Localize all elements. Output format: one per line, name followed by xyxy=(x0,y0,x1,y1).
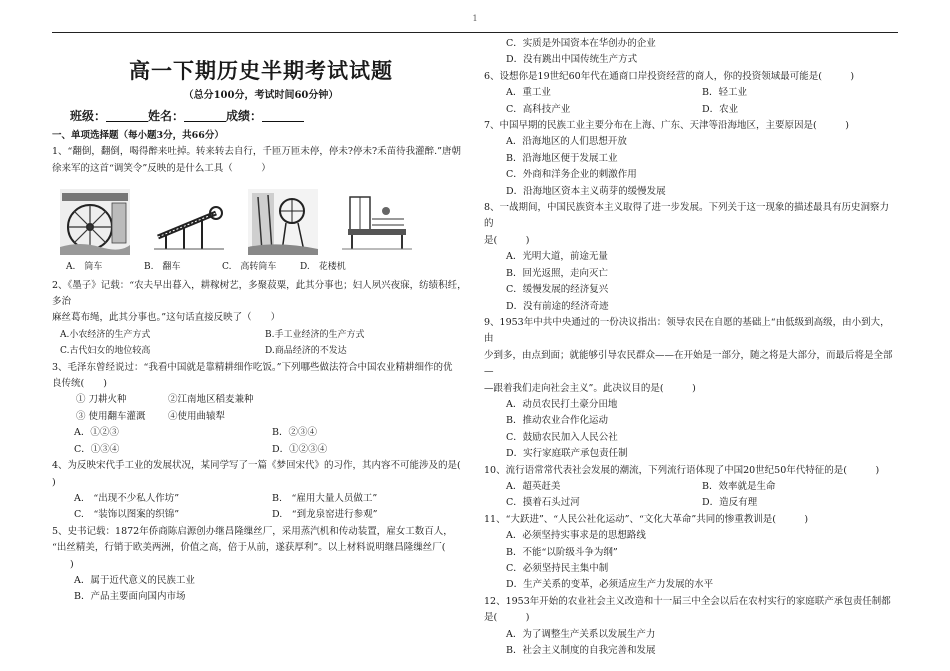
question-8 xyxy=(484,200,898,315)
question-2-options-row2 xyxy=(52,343,470,359)
question-8-stem: 8、一战期间，中国民族资本主义取得了进一步发展。下列关于这一现象的描述最具有历史洞察力的 xyxy=(484,202,890,230)
option-d[interactable]: D. “到龙泉窑进行参观” xyxy=(272,509,378,521)
option-c[interactable]: C.古代妇女的地位较高 xyxy=(60,346,151,357)
chain-pump-illustration xyxy=(154,189,224,255)
student-info-line xyxy=(70,106,470,126)
question-6-options-row1 xyxy=(484,85,898,101)
question-2-stem: 2、《墨子》记载：“农夫早出暮入，耕稼树艺，多聚菽粟，此其分事也；妇人夙兴夜寐，纺绩积纴，多治 xyxy=(52,279,467,308)
question-4-stem-cont: ) xyxy=(52,476,56,488)
question-7 xyxy=(484,118,898,200)
option-d[interactable]: D．实行家庭联产承包责任制 xyxy=(506,448,628,460)
question-4-stem: 4、为反映宋代手工业的发展状况，某同学写了一篇《梦回宋代》的习作，其内容不可能涉及的是( xyxy=(52,460,461,472)
option-c[interactable]: C．鼓励农民加入人民公社 xyxy=(506,431,618,443)
question-1-figures xyxy=(60,187,470,255)
option-c[interactable]: C. “装饰以图案的织锦” xyxy=(74,509,180,521)
option-b[interactable]: B．沿海地区便于发展工业 xyxy=(506,152,618,164)
option-a[interactable]: A．为了调整生产关系以发展生产力 xyxy=(506,628,656,640)
option-b[interactable]: B．社会主义制度的自我完善和发展 xyxy=(506,645,656,657)
right-column xyxy=(484,36,898,659)
option-c[interactable]: C．必须坚持民主集中制 xyxy=(506,563,609,574)
question-6-stem: 6、设想你是19世纪60年代在通商口岸投资经营的商人，你的投资领域最可能是( ) xyxy=(484,70,855,82)
question-1-stem-cont: 徐来军的这首“调笑令”反映的是什么工具（ ） xyxy=(52,162,271,174)
option-b[interactable]: B．轻工业 xyxy=(702,87,747,99)
option-d[interactable]: D．沿海地区资本主义萌芽的缓慢发展 xyxy=(506,185,666,197)
left-column xyxy=(52,36,470,606)
name-blank xyxy=(184,109,226,122)
question-8-stem-cont: 是( ) xyxy=(484,234,530,246)
option-c[interactable]: C．高科技产业 xyxy=(506,103,571,115)
option-a[interactable]: A．重工业 xyxy=(506,87,551,99)
page-title: 高一下期历史半期考试试题 xyxy=(129,59,393,83)
loom-illustration xyxy=(342,189,412,255)
option-a[interactable]: A．必须坚持实事求是的思想路线 xyxy=(506,530,646,542)
option-d[interactable]: D．农业 xyxy=(702,103,739,115)
option-b[interactable]: B．回光返照，走向灭亡 xyxy=(506,267,608,279)
exam-subtitle: （总分100分，考试时间60分钟） xyxy=(183,90,339,101)
question-5-continued xyxy=(484,36,898,69)
option-c[interactable]: C．摸着石头过河 xyxy=(506,497,580,509)
option-b[interactable]: B．产品主要面向国内市场 xyxy=(74,591,186,603)
question-9-stem: 9、1953年中共中央通过的一份决议指出：领导农民在自愿的基础上“由低级到高级，由小到大，由 xyxy=(484,316,890,345)
option-a[interactable]: A．①②③ xyxy=(74,427,119,439)
item-1: ① 刀耕火种 xyxy=(76,394,127,406)
score-label: 成绩： xyxy=(226,109,263,123)
option-b[interactable]: B．效率就是生命 xyxy=(702,480,776,492)
name-label: 姓名： xyxy=(148,109,185,123)
header-rule xyxy=(52,32,898,33)
question-3-options-row1 xyxy=(52,425,470,441)
option-b[interactable]: B. “雇用大量人员做工” xyxy=(272,492,378,504)
option-c[interactable]: C．外商和洋务企业的刺激作用 xyxy=(506,169,637,181)
option-a[interactable]: A. “出现不少私人作坊” xyxy=(74,492,180,504)
option-b[interactable]: B．推动农业合作化运动 xyxy=(506,415,608,427)
question-10 xyxy=(484,463,898,512)
question-10-stem: 10、流行语常常代表社会发展的潮流，下列流行语体现了中国20世纪50年代特征的是( ) xyxy=(484,464,880,476)
question-12-stem: 12、1953年开始的农业社会主义改造和十一届三中全会以后在农村实行的家庭联产承包责任制都 xyxy=(484,595,891,607)
question-5-stem: 5、史书记载：1872年侨商陈启源创办继昌隆缫丝厂，采用蒸汽机和传动装置，雇女工数百人， xyxy=(52,525,453,537)
option-d[interactable]: D．①②③④ xyxy=(272,443,328,455)
question-7-stem: 7、中国早期的民族工业主要分布在上海、广东、天津等沿海地区，主要原因是( ) xyxy=(484,120,849,132)
question-4-options-row1 xyxy=(52,491,470,507)
question-2-stem-cont: 麻丝葛布绳，此其分事也。”这句话直接反映了（ ） xyxy=(52,312,281,324)
option-c[interactable]: C. 高转筒车 xyxy=(222,262,277,273)
item-2: ②江南地区稻麦兼种 xyxy=(168,394,254,406)
question-3-options-row2 xyxy=(52,442,470,458)
question-3-items-row2 xyxy=(52,409,470,425)
question-6-options-row2 xyxy=(484,102,898,118)
section-heading: 一、单项选择题（每小题3分，共66分） xyxy=(52,130,224,141)
question-12-stem-cont: 是( ) xyxy=(484,612,530,624)
question-1-options xyxy=(52,259,470,275)
item-3: ③ 使用翻车灌溉 xyxy=(76,410,146,422)
option-c[interactable]: C．实质是外国资本在华创办的企业 xyxy=(506,38,656,49)
option-a[interactable]: A.小农经济的生产方式 xyxy=(60,329,151,340)
class-blank xyxy=(106,109,148,122)
option-c[interactable]: C．①③④ xyxy=(74,443,120,455)
option-d[interactable]: D．造反有理 xyxy=(702,497,758,509)
question-9-stem-end: —跟着我们走向社会主义”。此决议目的是( ) xyxy=(484,382,696,394)
question-5-stem-cont: “出丝精美，行销于欧美两洲，价值之高，倍于从前，遂获厚利”。以上材料说明继昌隆缫丝厂( xyxy=(52,542,446,554)
question-10-options-row1 xyxy=(484,479,898,495)
item-4: ④使用曲辕犁 xyxy=(168,410,226,422)
question-5 xyxy=(52,524,470,606)
option-b[interactable]: B．不能“以阶级斗争为纲” xyxy=(506,546,618,558)
option-d[interactable]: D．没有跳出中国传统生产方式 xyxy=(506,54,638,66)
option-c[interactable]: C．缓慢发展的经济复兴 xyxy=(506,284,609,296)
option-b[interactable]: B. 翻车 xyxy=(144,262,181,273)
option-a[interactable]: A. 筒车 xyxy=(66,262,103,273)
question-4-options-row2 xyxy=(52,507,470,523)
water-wheel-illustration xyxy=(60,189,130,255)
tall-wheel-illustration xyxy=(248,189,318,255)
question-6 xyxy=(484,69,898,118)
class-label: 班级： xyxy=(70,109,107,123)
question-2 xyxy=(52,278,470,360)
option-d[interactable]: D.商品经济的不发达 xyxy=(265,346,347,357)
option-d[interactable]: D. 花楼机 xyxy=(300,262,346,273)
option-a[interactable]: A．光明大道，前途无量 xyxy=(506,251,608,263)
question-5-stem-end: ) xyxy=(70,558,74,570)
question-10-options-row2 xyxy=(484,495,898,511)
option-a[interactable]: A．沿海地区的人们思想开放 xyxy=(506,136,627,148)
option-a[interactable]: A．超英赶美 xyxy=(506,480,561,492)
question-11 xyxy=(484,512,898,594)
question-11-stem: 11、“大跃进”、“人民公社化运动”、“文化大革命”共同的惨重教训是( ) xyxy=(484,513,809,525)
option-a[interactable]: A．属于近代意义的民族工业 xyxy=(74,574,195,586)
question-1 xyxy=(52,144,470,275)
question-4 xyxy=(52,458,470,524)
question-3-stem: 3、毛泽东曾经说过：“我看中国就是靠精耕细作吃饭。”下列哪些做法符合中国农业精耕细作的优 xyxy=(52,361,453,373)
question-3-items-row1 xyxy=(52,392,470,408)
question-9-stem-cont: 少到多，由点到面；就能够引导农民群众——在开始是一部分，随之将是大部分，而最后将是全部— xyxy=(484,349,893,378)
option-d[interactable]: D．没有前途的经济奇迹 xyxy=(506,300,609,312)
option-b[interactable]: B.手工业经济的生产方式 xyxy=(265,329,365,340)
question-2-options-row1 xyxy=(52,327,470,343)
question-3 xyxy=(52,360,470,458)
question-9 xyxy=(484,315,898,463)
question-3-stem-cont: 良传统( ) xyxy=(52,378,107,390)
page-number: 1 xyxy=(472,14,478,23)
question-12 xyxy=(484,594,898,660)
score-blank xyxy=(262,109,304,122)
option-d[interactable]: D．生产关系的变革，必须适应生产力发展的水平 xyxy=(506,579,714,591)
question-1-stem: 1、“翻倒，翻倒，喝得醉来吐掉。转来转去自行，千匝万匝未停，停未?停未?禾苗待我灌醉.”唐朝 xyxy=(52,146,461,158)
option-b[interactable]: B．②③④ xyxy=(272,427,317,439)
option-a[interactable]: A．动员农民打土豪分田地 xyxy=(506,398,618,410)
